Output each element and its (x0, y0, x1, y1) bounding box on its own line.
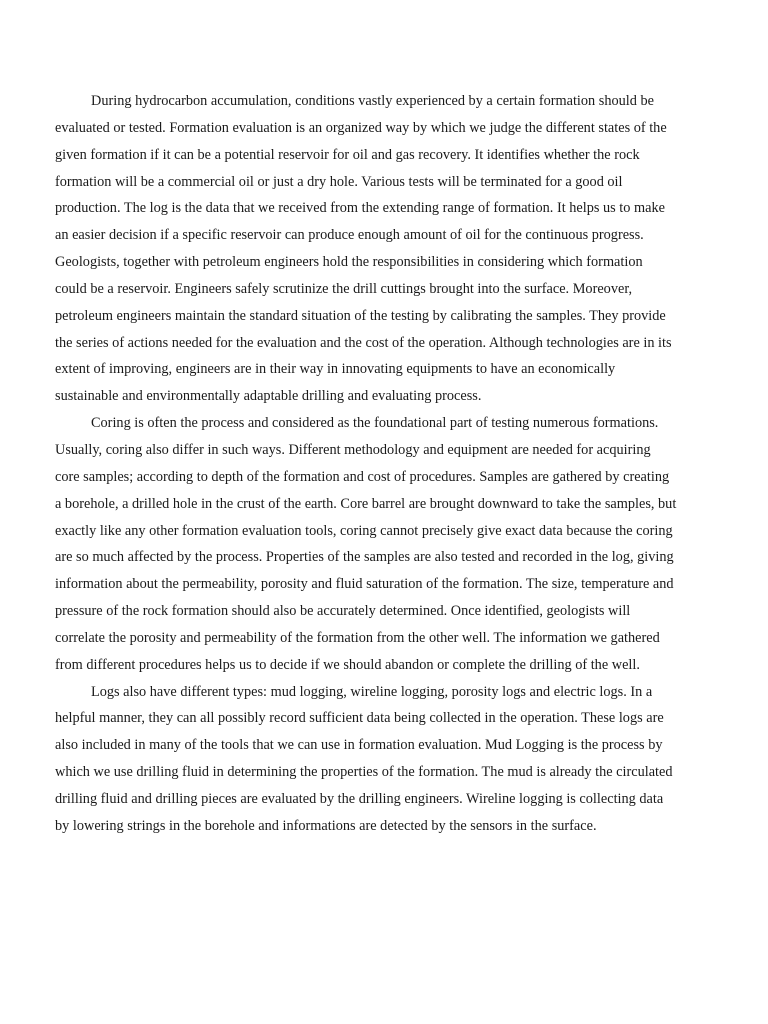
paragraph-formation-evaluation: During hydrocarbon accumulation, conditions vastly experienced by a certain formation should be evaluated or tested. Formation evaluation is an organized way by which we judge the different states of the given formation if it can be a potential reservoir for oil and gas recovery. It identifies whether the rock formation will be a commercial oil or just a dry hole. Various tests will be terminated for a good oil production. The log is the data that we received from the extending range of formation. It helps us to make an easier decision if a specific reservoir can produce enough amount of oil for the continuous progress. Geologists, together with petroleum engineers hold the responsibilities in considering which formation could be a reservoir. Engineers safely scrutinize the drill cuttings brought into the surface. Moreover, petroleum engineers maintain the standard situation of the testing by calibrating the samples. They provide the series of actions needed for the evaluation and the cost of the operation. Although technologies are in its extent of improving, engineers are in their way in innovating equipments to have an economically sustainable and environmentally adaptable drilling and evaluating process. (55, 93, 672, 405)
paragraph-logs: Logs also have different types: mud logging, wireline logging, porosity logs and electric logs. In a helpful manner, they can all possibly record sufficient data being collected in the operation. These logs are also included in many of the tools that we can use in formation evaluation. Mud Logging is the process by which we use drilling fluid in determining the properties of the formation. The mud is already the circulated drilling fluid and drilling pieces are evaluated by the drilling engineers. Wireline logging is collecting data by lowering strings in the borehole and informations are detected by the sensors in the surface. (55, 683, 673, 834)
document-page (55, 88, 677, 840)
paragraph-coring: Coring is often the process and considered as the foundational part of testing numerous formations. Usually, coring also differ in such ways. Different methodology and equipment are needed for acquiring core samples; according to depth of the formation and cost of procedures. Samples are gathered by creating a borehole, a drilled hole in the crust of the earth. Core barrel are brought downward to take the samples, but exactly like any other formation evaluation tools, coring cannot precisely give exact data because the coring are so much affected by the process. Properties of the samples are also tested and recorded in the log, giving information about the permeability, porosity and fluid saturation of the formation. The size, temperature and pressure of the rock formation should also be accurately determined. Once identified, geologists will correlate the porosity and permeability of the formation from the other well. The information we gathered from different procedures helps us to decide if we should abandon or complete the drilling of the well. (55, 415, 677, 673)
